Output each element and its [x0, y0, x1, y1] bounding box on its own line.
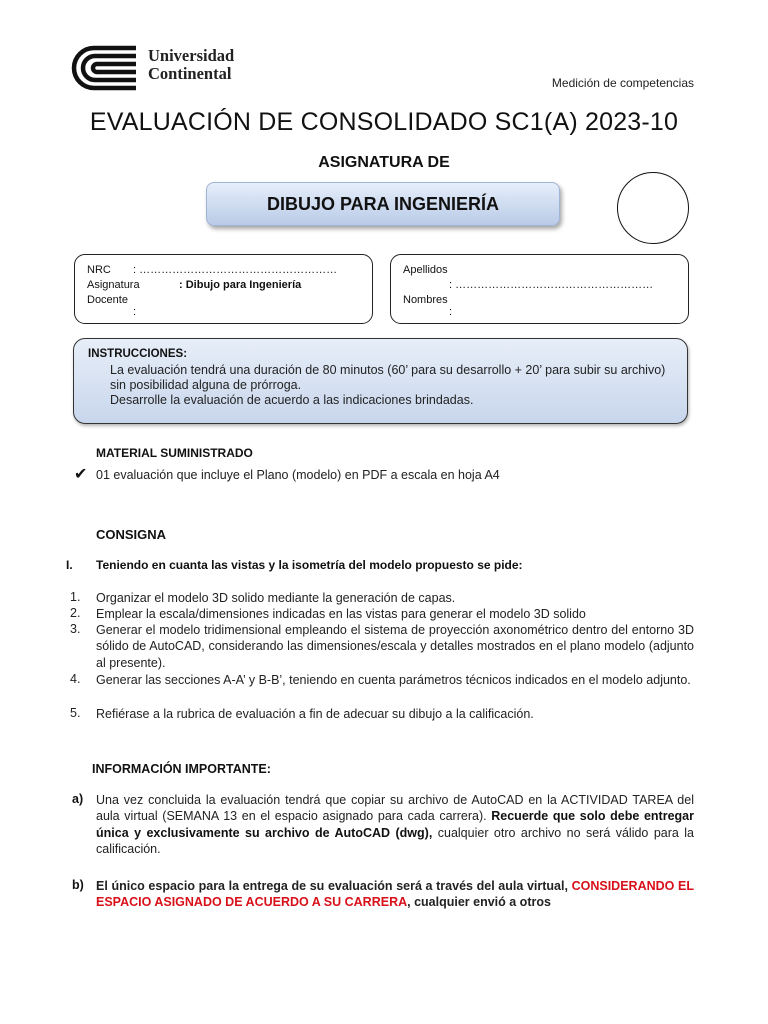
subject-name: DIBUJO PARA INGENIERÍA — [266, 193, 500, 214]
grade-circle — [617, 172, 689, 244]
asignatura-label: Asignatura — [87, 279, 140, 291]
university-name: Universidad Continental — [148, 46, 235, 83]
docente-field[interactable]: : — [133, 306, 137, 318]
docente-label: Docente — [87, 294, 128, 306]
material-heading: MATERIAL SUMINISTRADO — [96, 446, 253, 460]
item-b-red: CONSIDERANDO EL ESPACIO ASIGNADO DE ACUERDO A SU CARRERA — [96, 879, 694, 910]
page-title: EVALUACIÓN DE CONSOLIDADO SC1(A) 2023-10 — [89, 108, 679, 136]
apellidos-field[interactable]: : ……………………………………………… — [449, 279, 654, 291]
course-info-box — [74, 254, 373, 324]
list-item: 5. Refiérase a la rubrica de evaluación a fin de adecuar su dibujo a la calificación. — [70, 706, 534, 721]
nrc-label: NRC — [87, 264, 111, 276]
instructions-title: INSTRUCCIONES: — [88, 348, 188, 360]
item-b-label: b) — [72, 878, 84, 892]
university-logo-icon — [70, 44, 138, 92]
nrc-field[interactable]: : ……………………………………………… — [133, 264, 338, 276]
document-type: Medición de competencias — [551, 76, 694, 90]
subject-name-box — [206, 182, 560, 226]
consigna-heading: CONSIGNA — [96, 527, 167, 542]
steps-list — [70, 590, 694, 722]
list-item: 1. Organizar el modelo 3D solido mediante la generación de capas. — [70, 590, 456, 605]
material-item: 01 evaluación que incluye el Plano (modelo) en PDF a escala en hoja A4 — [96, 468, 500, 482]
item-a-bold: Recuerde que solo debe entregar única y exclusivamente su archivo de AutoCAD (dwg), — [96, 809, 694, 840]
check-icon: ✔ — [74, 466, 88, 483]
student-info-box — [390, 254, 689, 324]
consigna-intro: Teniendo en cuanta las vistas y la isometría del modelo propuesto se pide: — [96, 558, 523, 572]
item-a-label: a) — [72, 792, 84, 806]
apellidos-label: Apellidos — [403, 264, 448, 276]
important-heading: INFORMACIÓN IMPORTANTE: — [92, 762, 271, 776]
instructions-line-1: La evaluación tendrá una duración de 80 minutos (60’ para su desarrollo + 20’ para subir su archivo) sin posibilidad alguna de prórroga. — [110, 363, 666, 392]
list-item: 3. Generar el modelo tridimensional empleando el sistema de proyección axonométrico dentro del entorno 3D sólido de AutoCAD, considerando las dimensiones/escala y detalles mostrados en el plano modelo (adjunto al presente). — [70, 622, 694, 670]
roman-numeral: I. — [66, 558, 73, 572]
subject-heading: ASIGNATURA DE — [318, 154, 450, 171]
item-a-text: Una vez concluida la evaluación tendrá que copiar su archivo de AutoCAD en la ACTIVIDAD TAREA del aula virtual (SEMANA 13 en el espacio asignado para cada carrera). Recuerde que solo debe entregar única y exclusivamente su archivo de AutoCAD (dwg), cualquier otro archivo no será válido para la calificación. — [96, 793, 695, 856]
asignatura-value: : Dibujo para Ingeniería — [179, 279, 302, 291]
item-b-text: El único espacio para la entrega de su evaluación será a través del aula virtual, CONSIDERANDO EL ESPACIO ASIGNADO DE ACUERDO A SU CARRERA, cualquier envió a otros — [96, 879, 694, 910]
nombres-label: Nombres — [403, 294, 448, 306]
list-item: 4. Generar las secciones A-A’ y B-B’, teniendo en cuenta parámetros técnicos indicados en el modelo adjunto. — [70, 672, 691, 687]
instructions-box — [73, 338, 688, 424]
list-item: 2. Emplear la escala/dimensiones indicadas en las vistas para generar el modelo 3D solido — [70, 606, 586, 621]
nombres-field[interactable]: : — [449, 306, 453, 318]
instructions-line-2: Desarrolle la evaluación de acuerdo a las indicaciones brindadas. — [110, 393, 474, 407]
